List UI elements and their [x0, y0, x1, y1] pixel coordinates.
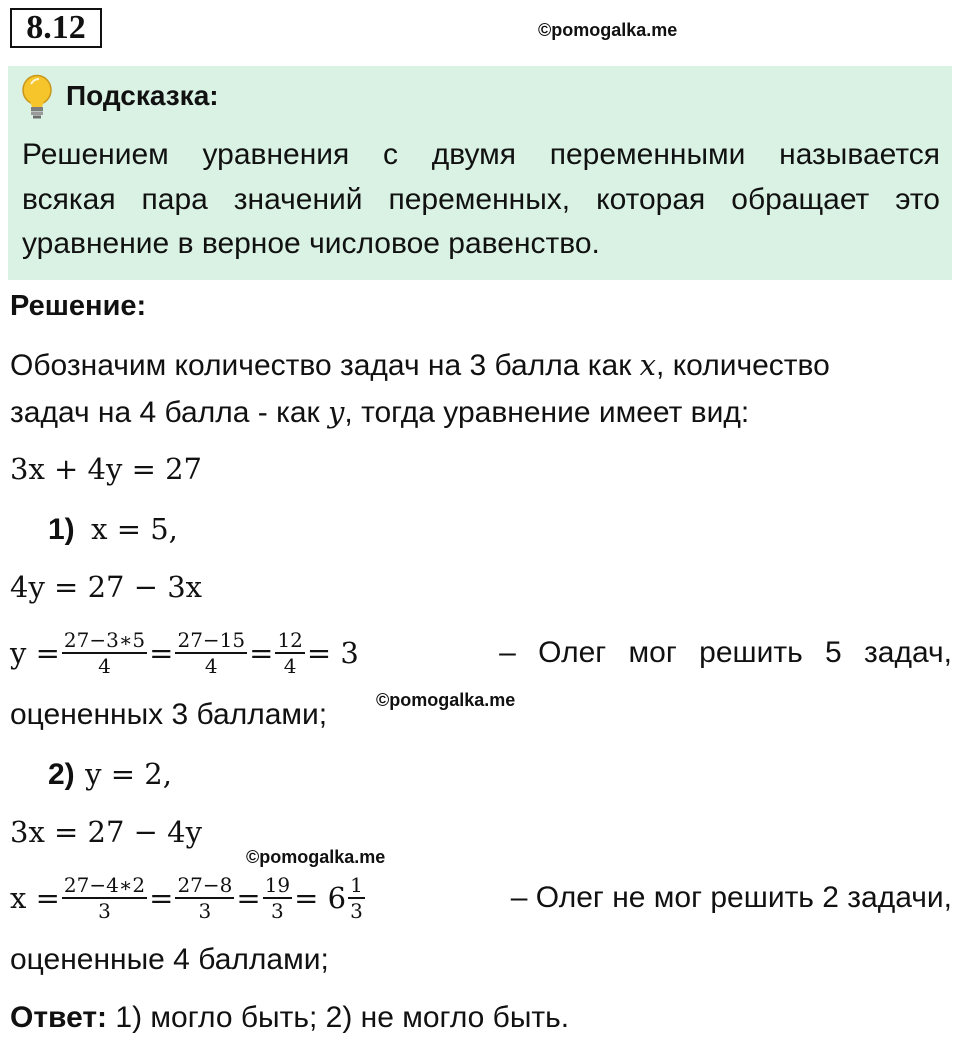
case1-label: 1) [48, 513, 75, 546]
case2-result [10, 873, 952, 923]
fraction [263, 873, 292, 923]
fraction-numerator: 12 [277, 628, 303, 652]
fraction-numerator: 19 [264, 873, 291, 897]
case2-step: 3x = 27 − 4y [10, 815, 203, 849]
fraction [175, 628, 247, 678]
fraction-denominator: 3 [350, 899, 363, 923]
answer-text: 1) могло быть; 2) не могло быть. [107, 1001, 570, 1034]
case1-step: 4y = 27 − 3x [10, 570, 203, 604]
fraction [62, 873, 147, 923]
case1-condition: x = 5, [91, 512, 178, 546]
case2-comment-line2: оцененные 4 баллами; [10, 943, 329, 976]
watermark-lower: ©pomogalka.me [246, 847, 386, 867]
fraction [62, 628, 147, 678]
lightbulb-icon [20, 74, 54, 120]
intro-text: , количество [656, 349, 830, 382]
case1-comment: – Олег мог решить 5 задач, [499, 636, 952, 669]
equals-sign: = [249, 636, 274, 670]
fraction-denominator: 3 [98, 899, 111, 923]
case1-result-lhs: y = [10, 636, 60, 670]
fraction-denominator: 4 [98, 654, 111, 678]
hint-line: всякая пара значений переменных, которая обращает это [22, 183, 940, 216]
equals-sign: = [236, 881, 261, 915]
case2-header [48, 755, 172, 795]
watermark-middle: ©pomogalka.me [376, 690, 516, 710]
hint-line: уравнение в верное числовое равенство. [22, 227, 600, 260]
fraction [175, 873, 234, 923]
intro-text: , тогда уравнение имеет вид: [344, 396, 750, 429]
intro-text: Обозначим количество задач на 3 балла как [10, 349, 640, 382]
hint-title: Подсказка: [66, 80, 219, 111]
solution-heading: Решение: [10, 290, 147, 322]
case1-comment-line2: оцененных 3 баллами; [10, 698, 328, 731]
case2-condition: y = 2, [85, 757, 172, 791]
equals-sign: = [149, 636, 174, 670]
case1-result-value: = 3 [306, 636, 359, 670]
watermark-top: ©pomogalka.me [538, 20, 678, 40]
fraction [275, 628, 304, 678]
fraction-denominator: 3 [198, 899, 212, 923]
intro-line-1 [10, 345, 952, 386]
answer-label: Ответ: [10, 1001, 108, 1034]
fraction-numerator: 27−8 [177, 873, 233, 897]
mixed-fraction [348, 873, 365, 923]
case2-result-whole: = 6 [294, 881, 347, 915]
fraction-denominator: 4 [204, 654, 218, 678]
var-y: y [328, 395, 345, 429]
equals-sign: = [149, 881, 174, 915]
intro-line-2 [10, 392, 749, 433]
problem-number: 8.12 [10, 8, 102, 48]
fraction-denominator: 3 [271, 899, 284, 923]
fraction-numerator: 1 [350, 873, 363, 897]
main-equation: 3x + 4y = 27 [10, 452, 203, 486]
hint-line: Решением уравнения с двумя переменными называется [22, 138, 940, 171]
intro-text: задач на 4 балла - как [10, 396, 329, 429]
fraction-numerator: 27−4∗2 [63, 873, 146, 897]
answer-line [10, 998, 569, 1038]
case1-header [48, 510, 178, 550]
fraction-numerator: 27−3∗5 [63, 628, 146, 652]
case2-label: 2) [48, 758, 75, 791]
var-x: x [639, 348, 657, 382]
case1-result [10, 628, 952, 678]
fraction-denominator: 4 [283, 654, 297, 678]
case2-result-lhs: x = [10, 881, 60, 915]
case2-comment: – Олег не мог решить 2 задачи, [510, 881, 952, 914]
fraction-numerator: 27−15 [177, 628, 246, 652]
